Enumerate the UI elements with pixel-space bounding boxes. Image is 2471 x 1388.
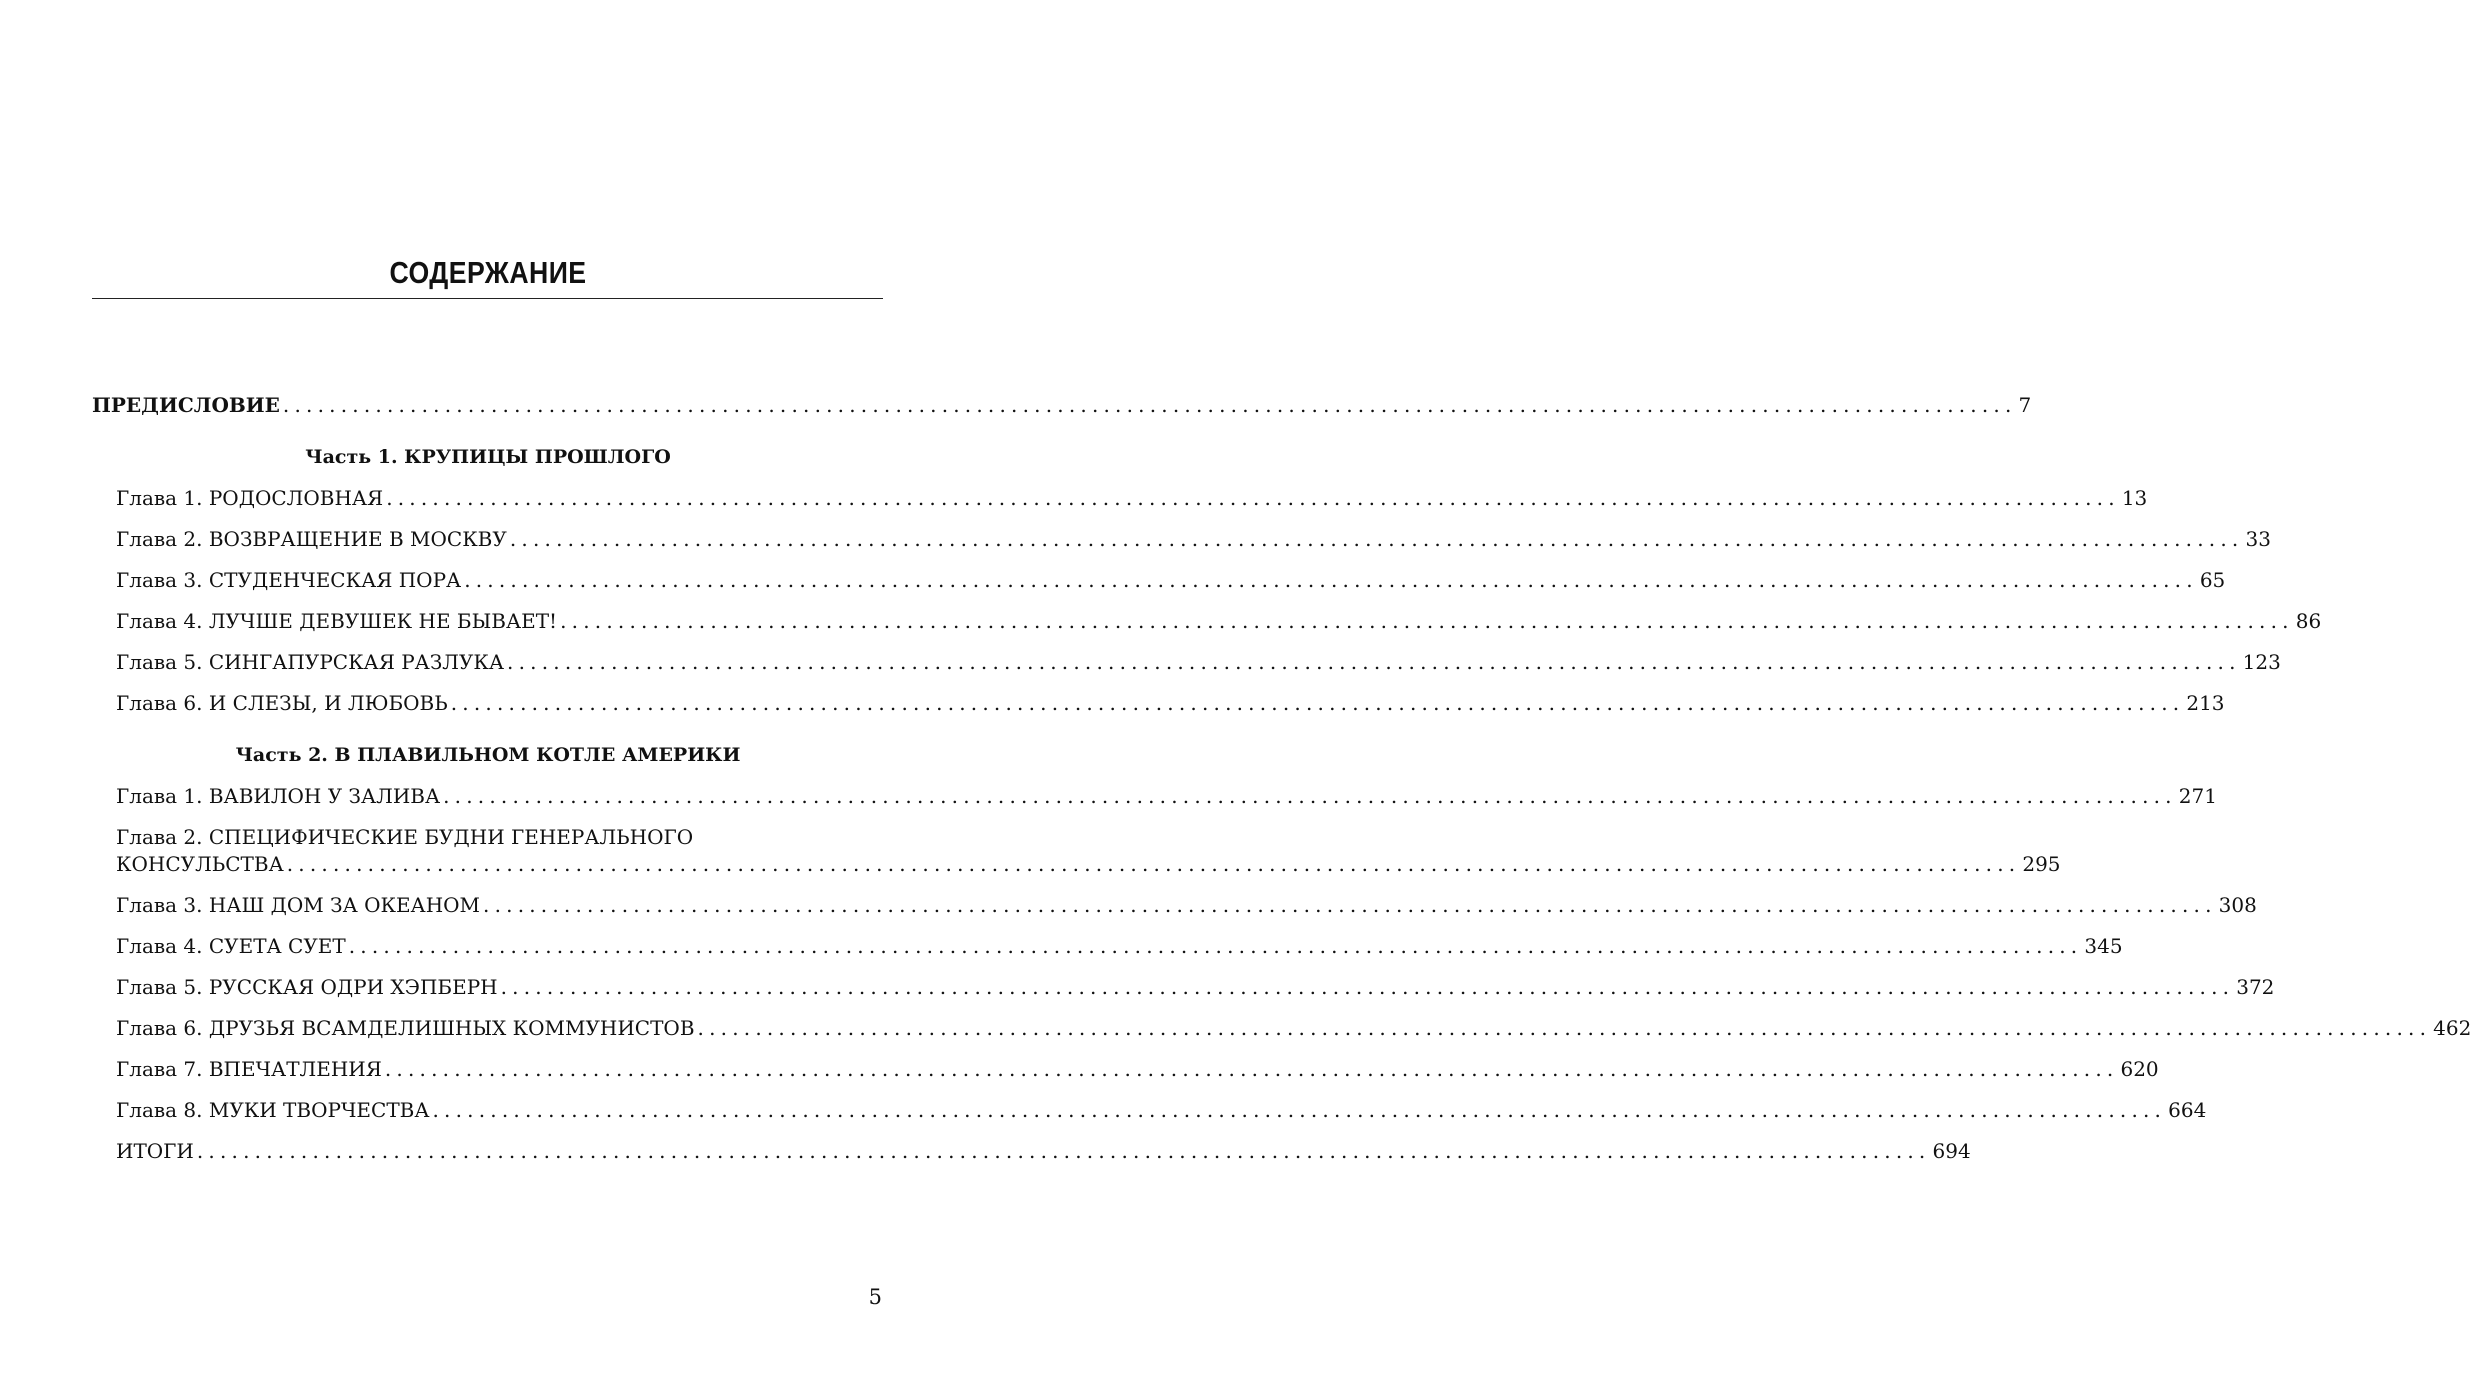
toc-entry-page: 345 — [2084, 934, 2123, 958]
toc-entry-label: Глава 6. ДРУЗЬЯ ВСАМДЕЛИШНЫХ КОММУНИСТОВ — [116, 1016, 695, 1040]
dot-leader: ...................................................................................................................................................... — [286, 852, 2021, 876]
toc-entry-label-line1[interactable]: Глава 2. СПЕЦИФИЧЕСКИЕ БУДНИ ГЕНЕРАЛЬНОГО — [116, 825, 694, 849]
toc-entry-conclusion[interactable] — [116, 1137, 1971, 1165]
dot-leader: ...................................................................................................................................................... — [509, 527, 2244, 551]
toc-entry-label: Глава 5. РУССКАЯ ОДРИ ХЭПБЕРН — [116, 975, 498, 999]
toc-entry-chapter[interactable] — [116, 891, 2257, 919]
dot-leader: ...................................................................................................................................................... — [432, 1098, 2167, 1122]
dot-leader: ...................................................................................................................................................... — [196, 1139, 1931, 1163]
toc-entry-label: Глава 1. ВАВИЛОН У ЗАЛИВА — [116, 784, 441, 808]
dot-leader: ...................................................................................................................................................... — [697, 1016, 2432, 1040]
toc-entry-page: 213 — [2186, 691, 2225, 715]
title-rule — [92, 298, 883, 299]
toc-entry-page: 13 — [2121, 486, 2148, 510]
dot-leader: ...................................................................................................................................................... — [282, 393, 2017, 417]
toc-entry-page: 308 — [2218, 893, 2257, 917]
toc-entry-label: Глава 2. ВОЗВРАЩЕНИЕ В МОСКВУ — [116, 527, 507, 551]
dot-leader: ...................................................................................................................................................... — [450, 691, 2185, 715]
toc-entry-chapter[interactable] — [116, 525, 2271, 553]
toc-entry-chapter[interactable] — [116, 689, 2225, 717]
page-title: СОДЕРЖАНИЕ — [389, 255, 587, 290]
toc-entry-label: Глава 8. МУКИ ТВОРЧЕСТВА — [116, 1098, 430, 1122]
toc-entry-label: ИТОГИ — [116, 1139, 194, 1163]
toc-entry-chapter[interactable] — [116, 1096, 2207, 1124]
toc-entry-foreword[interactable] — [92, 391, 2032, 419]
part-2-heading: Часть 2. В ПЛАВИЛЬНОМ КОТЛЕ АМЕРИКИ — [235, 744, 741, 766]
dot-leader: ...................................................................................................................................................... — [483, 893, 2217, 917]
toc-entry-label: Глава 7. ВПЕЧАТЛЕНИЯ — [116, 1057, 382, 1081]
toc-entry-chapter[interactable] — [116, 850, 2061, 878]
toc-entry-label: ПРЕДИСЛОВИЕ — [92, 393, 280, 417]
dot-leader: ...................................................................................................................................................... — [464, 568, 2198, 592]
dot-leader: ...................................................................................................................................................... — [560, 609, 2294, 633]
toc-entry-label: Глава 4. ЛУЧШЕ ДЕВУШЕК НЕ БЫВАЕТ! — [116, 609, 558, 633]
toc-entry-page: 462 — [2433, 1016, 2471, 1040]
toc-entry-chapter[interactable] — [116, 1055, 2159, 1083]
dot-leader: ...................................................................................................................................................... — [500, 975, 2235, 999]
toc-entry-page: 271 — [2178, 784, 2217, 808]
dot-leader: ...................................................................................................................................................... — [386, 486, 2120, 510]
toc-entry-page: 620 — [2120, 1057, 2159, 1081]
dot-leader: ...................................................................................................................................................... — [348, 934, 2083, 958]
toc-entry-chapter[interactable] — [116, 566, 2226, 594]
toc-entry-chapter[interactable] — [116, 973, 2275, 1001]
toc-entry-label: Глава 3. НАШ ДОМ ЗА ОКЕАНОМ — [116, 893, 481, 917]
toc-entry-page: 7 — [2018, 393, 2032, 417]
toc-entry-page: 295 — [2022, 852, 2061, 876]
toc-entry-page: 86 — [2295, 609, 2322, 633]
toc-entry-chapter[interactable] — [116, 648, 2281, 676]
toc-entry-page: 664 — [2168, 1098, 2207, 1122]
toc-entry-label: Глава 1. РОДОСЛОВНАЯ — [116, 486, 384, 510]
dot-leader: ...................................................................................................................................................... — [384, 1057, 2119, 1081]
toc-entry-chapter[interactable] — [116, 607, 2322, 635]
toc-entry-page: 65 — [2199, 568, 2226, 592]
toc-entry-label: Глава 6. И СЛЕЗЫ, И ЛЮБОВЬ — [116, 691, 448, 715]
toc-entry-label: КОНСУЛЬСТВА — [116, 852, 284, 876]
part-1-heading: Часть 1. КРУПИЦЫ ПРОШЛОГО — [305, 446, 671, 468]
toc-entry-label: Глава 5. СИНГАПУРСКАЯ РАЗЛУКА — [116, 650, 505, 674]
dot-leader: ...................................................................................................................................................... — [443, 784, 2177, 808]
page-number: 5 — [868, 1285, 882, 1309]
toc-entry-page: 372 — [2236, 975, 2275, 999]
toc-entry-chapter[interactable] — [116, 1014, 2471, 1042]
toc-entry-chapter[interactable] — [116, 932, 2123, 960]
toc-entry-page: 123 — [2242, 650, 2281, 674]
toc-entry-label: Глава 3. СТУДЕНЧЕСКАЯ ПОРА — [116, 568, 462, 592]
toc-entry-chapter[interactable] — [116, 782, 2217, 810]
toc-entry-page: 33 — [2245, 527, 2271, 551]
toc-entry-label: Глава 4. СУЕТА СУЕТ — [116, 934, 346, 958]
toc-entry-chapter[interactable] — [116, 484, 2148, 512]
dot-leader: ...................................................................................................................................................... — [507, 650, 2241, 674]
toc-entry-page: 694 — [1932, 1139, 1971, 1163]
